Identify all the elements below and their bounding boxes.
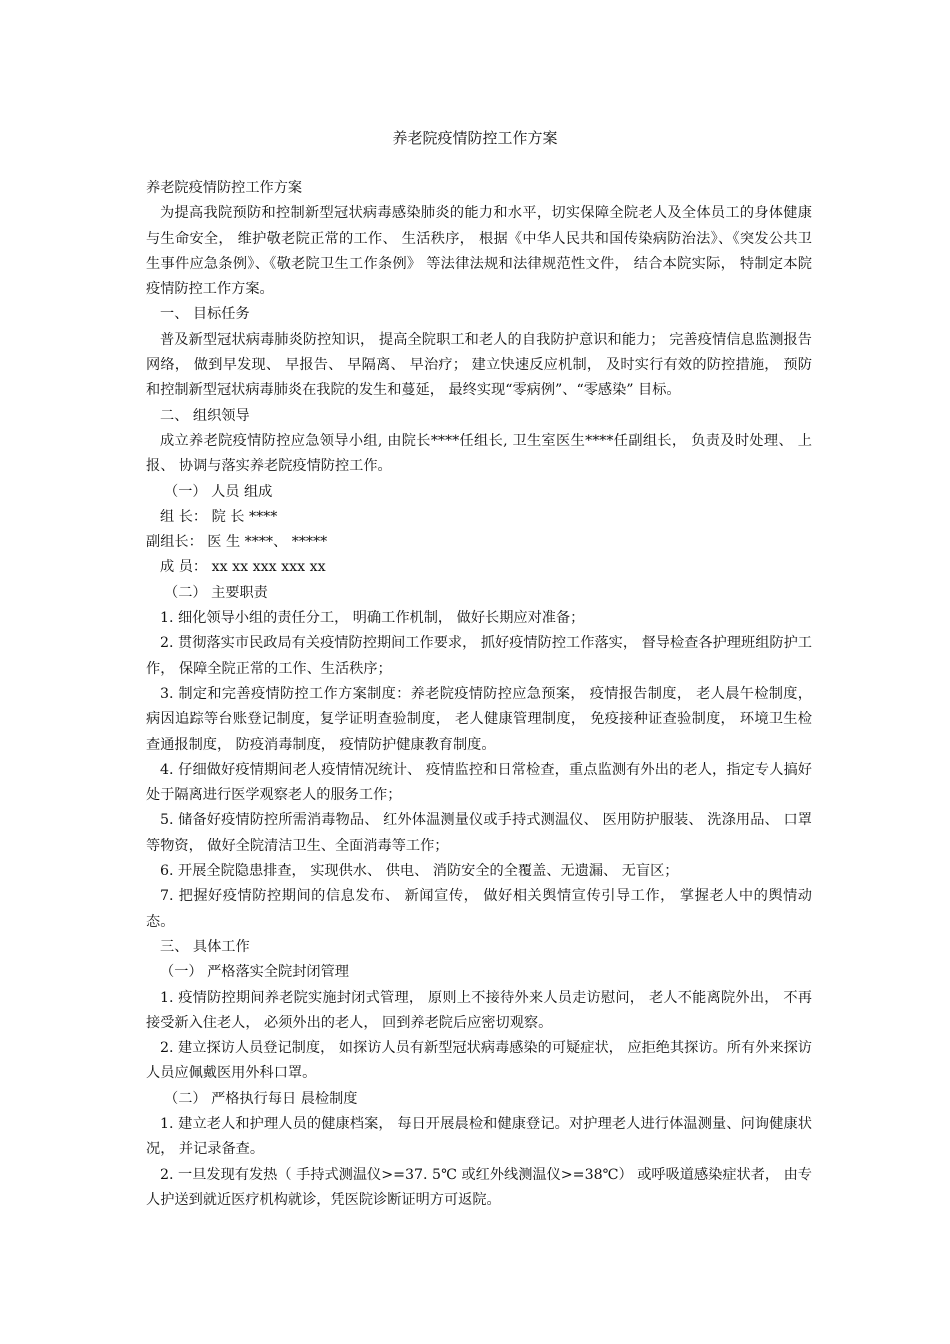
paragraph: 2. 建立探访人员登记制度， 如探访人员有新型冠状病毒感染的可疑症状， 应拒绝其探访。所有外来探访人员应佩戴医用外科口罩。	[146, 1040, 812, 1082]
paragraph: （二） 主要职责	[164, 584, 268, 601]
paragraph: 成 员： xx xx xxx xxx xx	[160, 559, 326, 576]
document-title: 养老院疫情防控工作方案	[392, 129, 558, 147]
paragraph: 成立养老院疫情防控应急领导小组, 由院长****任组长, 卫生室医生****任副组长， 负责及时处理、 上报、 协调与落实养老院疫情防控工作。	[146, 432, 812, 475]
paragraph: 普及新型冠状病毒肺炎防控知识， 提高全院职工和老人的自我防护意识和能力； 完善疫情信息监测报告网络， 做到早发现、 早报告、 早隔离、 早治疗； 建立快速反应机制， 及时实行有效的防控措施， 预防和控制新型冠状病毒肺炎在我院的发生和蔓延， 最终实现“零病例”、“零感染” 目标。	[146, 331, 812, 399]
paragraph: 3. 制定和完善疫情防控工作方案制度：养老院疫情防控应急预案， 疫情报告制度， 老人晨午检制度， 病因追踪等台账登记制度，复学证明查验制度， 老人健康管理制度， 免疫接种证查验制度， 环境卫生检查通报制度， 防疫消毒制度， 疫情防护健康教育制度。	[146, 685, 812, 753]
paragraph: 1. 建立老人和护理人员的健康档案， 每日开展晨检和健康登记。对护理老人进行体温测量、问询健康状况， 并记录备查。	[146, 1115, 812, 1158]
paragraph: （一） 严格落实全院封闭管理	[160, 964, 349, 981]
paragraph: 1. 疫情防控期间养老院实施封闭式管理， 原则上不接待外来人员走访慰问， 老人不能离院外出， 不再接受新入住老人， 必须外出的老人， 回到养老院后应密切观察。	[146, 989, 812, 1031]
paragraph: 5. 储备好疫情防控所需消毒物品、 红外体温测量仪或手持式测温仪、 医用防护服装、 洗涤用品、 口罩等物资， 做好全院清洁卫生、全面消毒等工作；	[146, 812, 812, 854]
paragraph: 副组长： 医 生 ****、 *****	[146, 534, 328, 551]
paragraph: 6. 开展全院隐患排查， 实现供水、 供电、 消防安全的全覆盖、无遗漏、 无盲区；	[160, 863, 679, 880]
paragraph: 1. 细化领导小组的责任分工， 明确工作机制， 做好长期应对准备；	[160, 610, 585, 627]
paragraph: 三、 具体工作	[160, 938, 250, 955]
paragraph: （一） 人员 组成	[164, 483, 273, 500]
paragraph: 7. 把握好疫情防控期间的信息发布、 新闻宣传， 做好相关舆情宣传引导工作， 掌握老人中的舆情动态。	[146, 888, 812, 930]
document-body	[146, 176, 812, 1213]
paragraph: 一、 目标任务	[160, 306, 250, 323]
paragraph: 4. 仔细做好疫情期间老人疫情情况统计、 疫情监控和日常检查，重点监测有外出的老人，指定专人搞好处于隔离进行医学观察老人的服务工作；	[146, 761, 812, 804]
paragraph: 二、 组织领导	[160, 407, 250, 424]
paragraph: 2. 一旦发现有发热（ 手持式测温仪>=37. 5℃ 或红外线测温仪>=38℃） 或呼吸道感染症状者， 由专人护送到就近医疗机构就诊，凭医院诊断证明方可返院。	[146, 1166, 812, 1208]
document-subtitle: 养老院疫情防控工作方案	[146, 180, 303, 196]
paragraph: 为提高我院预防和控制新型冠状病毒感染肺炎的能力和水平，切实保障全院老人及全体员工的身体健康与生命安全， 维护敬老院正常的工作、 生活秩序， 根据《中华人民共和国传染病防治法》、《突发公共卫生事件应急条例》、《敬老院卫生工作条例》 等法律法规和法律规范性文件， 结合本院实际， 特制定本院疫情防控工作方案。	[146, 205, 812, 298]
paragraph: 组 长： 院 长 ****	[160, 508, 278, 525]
paragraph: （二） 严格执行每日 晨检制度	[164, 1090, 358, 1107]
paragraph: 2. 贯彻落实市民政局有关疫情防控期间工作要求， 抓好疫情防控工作落实， 督导检查各护理班组防护工作， 保障全院正常的工作、生活秩序；	[146, 635, 812, 677]
